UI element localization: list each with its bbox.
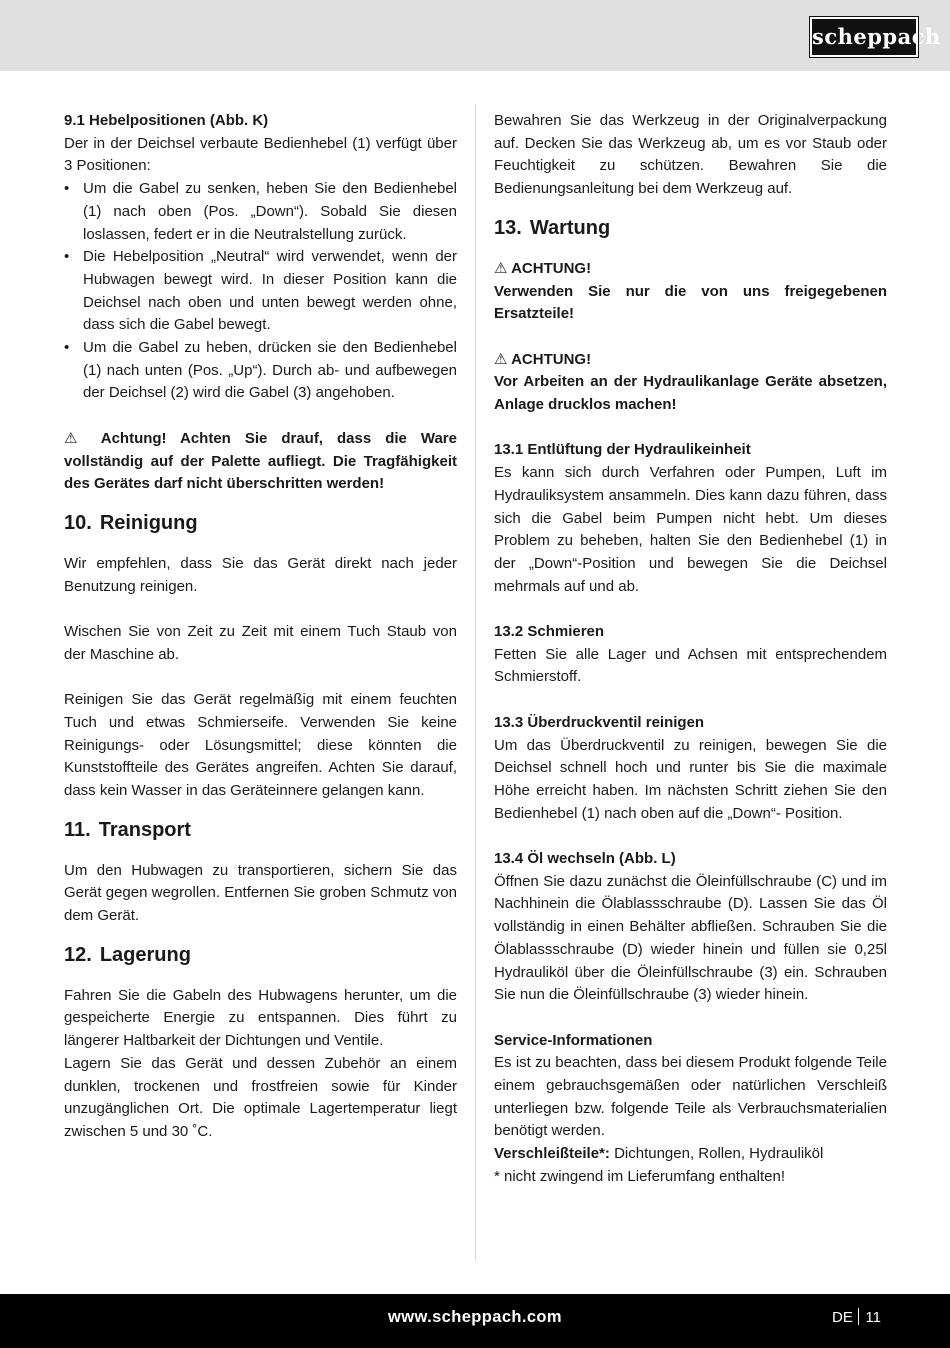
right-column xyxy=(494,110,887,1189)
brand-logo: scheppach xyxy=(810,17,918,57)
paragraph: Fahren Sie die Gabeln des Hubwagens herunter, um die gespeicherte Energie zu entspannen. Dies führt zu längerer Haltbarkeit der Dichtungen und Ventile. xyxy=(64,986,457,1050)
list-item-text: Die Hebelposition „Neutral“ wird verwendet, wenn der Hubwagen bewegt wird. In dieser Position kann die Deichsel nach oben und unten bewegt werden ohne, dass sich die Gabel bewegt. xyxy=(83,248,457,334)
section-13-2-title: 13.2 Schmieren xyxy=(494,623,605,641)
section-13-4-title: 13.4 Öl wechseln (Abb. L) xyxy=(494,850,676,868)
wear-parts-label: Verschleißteile*: xyxy=(494,1145,610,1163)
list-item-text: Um die Gabel zu heben, drücken sie den Bedienhebel (1) nach unten (Pos. „Up“). Durch ab- und aufbewegen der Deichsel (2) wird die Gabel (3) angehoben. xyxy=(83,339,457,402)
wear-parts-line xyxy=(494,1143,887,1166)
page-number: 11 xyxy=(865,1309,881,1326)
separator xyxy=(858,1308,860,1325)
bullet-icon: • xyxy=(64,248,70,266)
paragraph: Es kann sich durch Verfahren oder Pumpen, Luft im Hydrauliksystem ansammeln. Dies kann dazu führen, dass sich die Gabel beim Pumpen nicht hebt. Um dieses Problem zu beheben, halten Sie den Bedienhebel (1) in der „Down“-Position und bewegen Sie die Deichsel mehrmals auf und ab. xyxy=(494,464,887,595)
warning-label: ACHTUNG! xyxy=(511,259,592,277)
list-item xyxy=(64,337,457,405)
heading-lagerung xyxy=(64,942,457,968)
footer-website-link[interactable]: www.scheppach.com xyxy=(388,1308,562,1326)
heading-number: 11. xyxy=(64,818,91,841)
heading-number: 13. xyxy=(494,216,522,239)
warning-label: ACHTUNG! xyxy=(511,350,592,368)
paragraph: Wischen Sie von Zeit zu Zeit mit einem Tuch Staub von der Maschine ab. xyxy=(64,623,457,663)
paragraph: Fetten Sie alle Lager und Achsen mit entsprechendem Schmierstoff. xyxy=(494,645,887,686)
heading-number: 10. xyxy=(64,511,92,534)
warning-icon: ⚠ xyxy=(494,259,508,277)
footnote: * nicht zwingend im Lieferumfang enthalten! xyxy=(494,1167,786,1185)
page-indicator xyxy=(832,1308,881,1326)
heading-title: Wartung xyxy=(529,216,611,239)
pallet-warning-text: Achtung! Achten Sie drauf, dass die Ware vollständig auf der Palette aufliegt. Die Tragfähigkeit des Gerätes darf nicht überschritten werden! xyxy=(64,429,457,493)
hydraulic-warning: Vor Arbeiten an der Hydraulikanlage Geräte absetzen, Anlage drucklos machen! xyxy=(494,373,887,414)
heading-transport xyxy=(64,817,457,843)
heading-title: Lagerung xyxy=(99,943,191,966)
paragraph: Es ist zu beachten, dass bei diesem Produkt folgende Teile einem gebrauchsgemäßen oder natürlichen Verschleiß unterliegen bzw. folgende Teile als Verbrauchsmaterialien benötigt werden. xyxy=(494,1054,887,1140)
list-item xyxy=(64,246,457,337)
bullet-icon: • xyxy=(64,180,70,198)
spare-parts-warning: Verwenden Sie nur die von uns freigegebenen Ersatzteile! xyxy=(494,282,887,323)
heading-title: Reinigung xyxy=(99,511,198,534)
paragraph: Lagern Sie das Gerät und dessen Zubehör an einem dunklen, trockenen und frostfreien sowie für Kinder unzugänglichen Ort. Die optimale Lagertemperatur liegt zwischen 5 und 30 ˚C. xyxy=(64,1054,457,1140)
service-info-title: Service-Informationen xyxy=(494,1031,653,1049)
heading-number: 12. xyxy=(64,943,92,966)
paragraph: Um den Hubwagen zu transportieren, sichern Sie das Gerät gegen wegrollen. Entfernen Sie groben Schmutz von dem Gerät. xyxy=(64,861,457,925)
paragraph: Wir empfehlen, dass Sie das Gerät direkt nach jeder Benutzung reinigen. xyxy=(64,554,457,595)
paragraph: Um das Überdruckventil zu reinigen, bewegen Sie die Deichsel schnell hoch und runter bis Sie die maximale Höhe erreicht haben. Im nächsten Schritt ziehen Sie den Bedienhebel (1) nach oben auf die „Down“- Position. xyxy=(494,736,887,822)
warning-icon: ⚠ xyxy=(64,429,88,447)
paragraph: Öffnen Sie dazu zunächst die Öleinfüllschraube (C) und im Nachhinein die Ölablassschraube (D). Lassen Sie das Öl vollständig in einen Behälter abfließen. Schrauben Sie die Ölablassschraube (D) wieder hinein und füllen sie 0,25l Hydrauliköl über die Öleinfüllschraube (3) ein. Schrauben Sie nun die Öleinfüllschraube (3) wieder hinein. xyxy=(494,872,887,1004)
wear-parts-value: Dichtungen, Rollen, Hydrauliköl xyxy=(609,1145,824,1163)
section-13-1-title: 13.1 Entlüftung der Hydraulikeinheit xyxy=(494,441,751,459)
heading-title: Transport xyxy=(98,818,191,841)
lever-positions-list xyxy=(64,178,457,405)
section-13-3-title: 13.3 Überdruckventil reinigen xyxy=(494,713,705,731)
bullet-icon: • xyxy=(64,339,70,357)
language-code: DE xyxy=(832,1309,853,1326)
left-column xyxy=(64,110,457,1144)
heading-reinigung xyxy=(64,510,457,536)
section-9-1-intro: Der in der Deichsel verbaute Bedienhebel (1) verfügt über 3 Positionen: xyxy=(64,134,457,175)
section-9-1-title: 9.1 Hebelpositionen (Abb. K) xyxy=(64,112,269,129)
warning-icon: ⚠ xyxy=(494,350,508,368)
heading-wartung xyxy=(494,215,887,241)
footer-band xyxy=(0,1294,950,1348)
warning-heading xyxy=(494,349,887,372)
list-item xyxy=(64,178,457,246)
column-divider xyxy=(475,104,476,1260)
header-band xyxy=(0,0,950,71)
pallet-warning xyxy=(64,428,457,496)
list-item-text: Um die Gabel zu senken, heben Sie den Bedienhebel (1) nach oben (Pos. „Down“). Sobald Sie diesen loslassen, federt er in die Neutralstellung zurück. xyxy=(83,180,457,243)
paragraph: Reinigen Sie das Gerät regelmäßig mit einem feuchten Tuch und etwas Schmierseife. Verwenden Sie keine Reinigungs- oder Lösungsmittel; diese könnten die Kunststoffteile des Gerätes angreifen. Achten Sie darauf, dass kein Wasser in das Geräteinnere gelangen kann. xyxy=(64,691,457,799)
warning-heading xyxy=(494,258,887,281)
paragraph: Bewahren Sie das Werkzeug in der Originalverpackung auf. Decken Sie das Werkzeug ab, um es vor Staub oder Feuchtigkeit zu schützen. Bewahren Sie die Bedienungsanleitung bei dem Werkzeug auf. xyxy=(494,112,887,198)
